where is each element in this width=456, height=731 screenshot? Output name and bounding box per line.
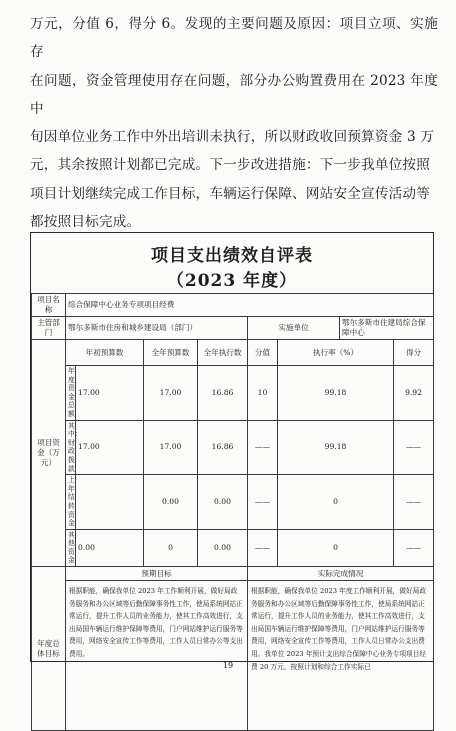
cell-exec: 0.00 bbox=[198, 475, 248, 530]
header-initial-budget: 年初预算数 bbox=[66, 340, 144, 366]
intro-line: 元，其余按照计划都已完成。下一步改进措施：下一步我单位按照 bbox=[30, 157, 431, 174]
cell-rate: 99.18 bbox=[278, 366, 394, 421]
actual-header: 实际完成情况 bbox=[248, 567, 434, 581]
row-label: 年度资金总额 bbox=[66, 366, 76, 421]
header-score: 得分 bbox=[394, 340, 434, 366]
cell-score: 9.92 bbox=[394, 366, 434, 421]
impl-value: 鄂尔多斯市住建局综合保障中心 bbox=[340, 317, 434, 340]
expected-header: 预期目标 bbox=[66, 567, 248, 581]
header-annual-exec: 全年执行数 bbox=[198, 340, 248, 366]
cell-initial bbox=[76, 475, 144, 530]
cell-rate: 0 bbox=[278, 529, 394, 566]
cell-initial: 0.00 bbox=[76, 529, 144, 566]
actual-text: 根据职能，确保我单位 2023 年度工作顺利开展，做好局政务服务和办公区域等后勤保障事务性工作，使局系统网站正常运行，提升工作人员的业务能力，使其工作高效进行，支出局国车辆运行维护保障等费用，门户网站维护运行服务等费用，网络安全宣传工作等费用，工作人员日常办公支出费用。我单位 2023 年预计支出综合保障中心业务专项项目经费 20 万元，按照计划和综合工作实际已 bbox=[248, 581, 434, 731]
form-title: 项目支出绩效自评表 bbox=[151, 246, 313, 266]
cell-value: —— bbox=[248, 420, 278, 475]
header-annual-budget: 全年预算数 bbox=[144, 340, 198, 366]
cell-initial: 17.00 bbox=[76, 420, 144, 475]
cell-budget: 0 bbox=[144, 529, 198, 566]
cell-score: —— bbox=[394, 420, 434, 475]
header-score-value: 分值 bbox=[248, 340, 278, 366]
impl-label: 实施单位 bbox=[248, 317, 340, 340]
row-label: 其中：财政拨款 bbox=[66, 420, 76, 475]
row-label: 其他资金 bbox=[66, 529, 76, 566]
form-year: （2023 年度） bbox=[166, 271, 298, 291]
cell-rate: 99.18 bbox=[278, 420, 394, 475]
project-name-value: 综合保障中心业务专项项目经费 bbox=[66, 294, 434, 317]
goal-label: 年度总体目标 bbox=[32, 567, 66, 731]
intro-line: 旬因单位业务工作中外出培训未执行，所以财政收回预算资金 3 万 bbox=[30, 129, 435, 146]
project-name-label: 项目名称 bbox=[32, 294, 66, 317]
cell-value: —— bbox=[248, 529, 278, 566]
intro-line: 在问题，资金管理使用存在问题，部分办公购置费用在 2023 年度中 bbox=[30, 72, 438, 117]
page-number: 19 bbox=[222, 661, 234, 670]
dept-value: 鄂尔多斯市住房和城乡建设局（部门） bbox=[66, 317, 248, 340]
intro-line: 项目计划继续完成工作目标，车辆运行保障、网站安全宣传活动等 bbox=[30, 185, 431, 202]
dept-label: 主管部门 bbox=[32, 317, 66, 340]
cell-rate: 0 bbox=[278, 475, 394, 530]
row-label: 上年结转资金 bbox=[66, 475, 76, 530]
cell-budget: 17.00 bbox=[144, 366, 198, 421]
cell-score: —— bbox=[394, 475, 434, 530]
cell-budget: 17.00 bbox=[144, 420, 198, 475]
cell-score: —— bbox=[394, 529, 434, 566]
cell-value: —— bbox=[248, 475, 278, 530]
intro-line: 都按照目标完成。 bbox=[30, 214, 141, 231]
expected-text: 根据职能，确保我单位 2023 年工作顺利开展，做好局政务服务和办公区域等后勤保障事务性工作，使局系统网站正常运行，提升工作人员的业务能力，使其工作高效进行，支出局国车辆运行维护保障等费用，门户网站维护运行服务等费用，网络安全宣传工作等费用，工作人员日常办公等支出费用。 bbox=[66, 581, 248, 731]
cell-exec: 0.00 bbox=[198, 529, 248, 566]
cell-exec: 16.86 bbox=[198, 420, 248, 475]
funds-label: 项目资金（万元） bbox=[32, 340, 66, 567]
cell-budget: 0.00 bbox=[144, 475, 198, 530]
cell-value: 10 bbox=[248, 366, 278, 421]
cell-exec: 16.86 bbox=[198, 366, 248, 421]
intro-line: 万元，分值 6，得分 6。发现的主要问题及原因：项目立项、实施存 bbox=[30, 16, 438, 61]
cell-initial: 17.00 bbox=[76, 366, 144, 421]
header-exec-rate: 执行率（%） bbox=[278, 340, 394, 366]
intro-paragraph bbox=[30, 10, 438, 236]
